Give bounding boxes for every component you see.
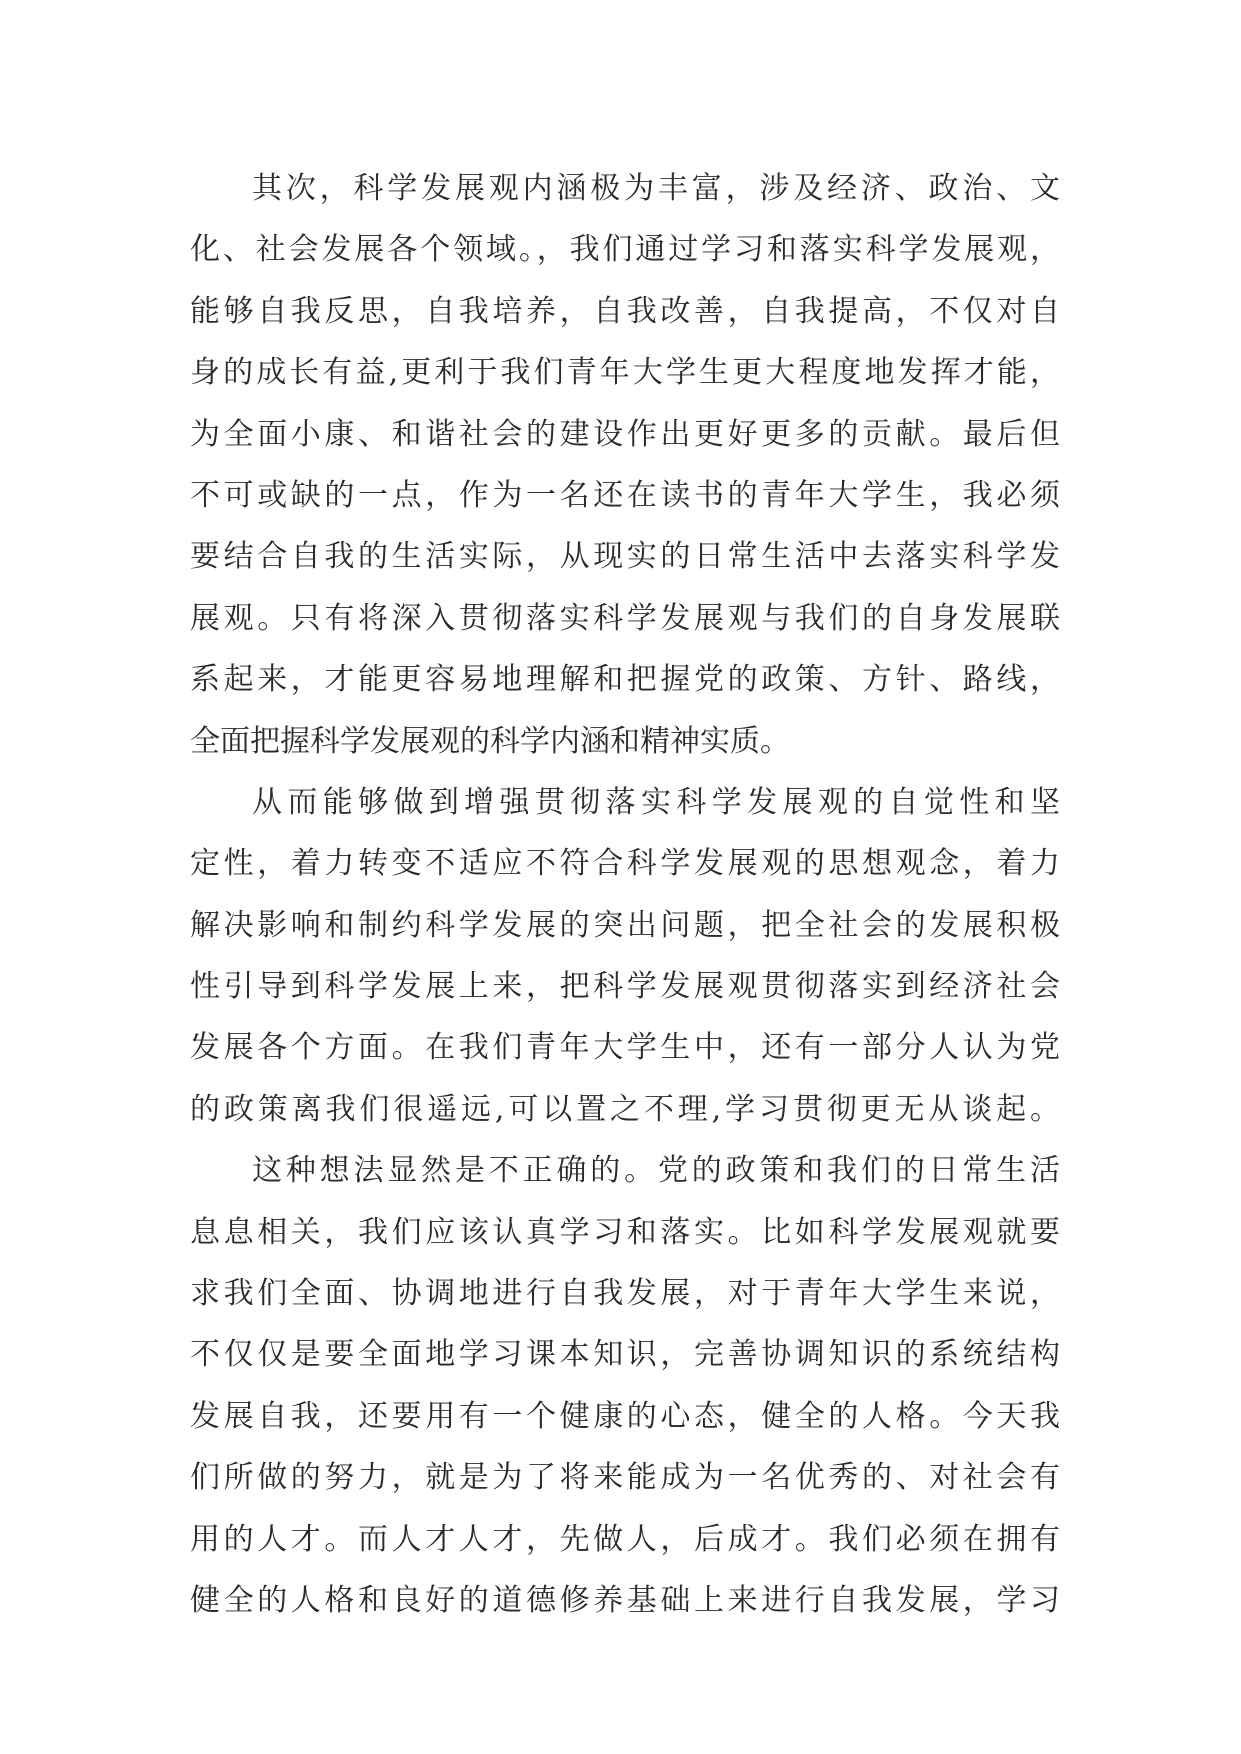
text-line: 息息相关，我们应该认真学习和落实。比如科学发展观就要 (190, 1214, 1060, 1250)
text-line: 不可或缺的一点，作为一名还在读书的青年大学生，我必须 (190, 477, 1060, 513)
text-line: 要结合自我的生活实际，从现实的日常生活中去落实科学发 (190, 539, 1060, 575)
text-line: 为全面小康、和谐社会的建设作出更好更多的贡献。最后但 (190, 416, 1060, 452)
body-text (190, 158, 1060, 1631)
text-line: 发展各个方面。在我们青年大学生中，还有一部分人认为党 (190, 1030, 1060, 1066)
paragraph (190, 772, 1060, 1140)
text-line: 从而能够做到增强贯彻落实科学发展观的自觉性和坚 (252, 784, 1060, 820)
text-line: 其次，科学发展观内涵极为丰富，涉及经济、政治、文 (252, 171, 1060, 206)
text-line: 的政策离我们很遥远,可以置之不理,学习贯彻更无从谈起。 (190, 1091, 1060, 1127)
text-line: 全面把握科学发展观的科学内涵和精神实质。 (190, 723, 790, 759)
text-line: 这种想法显然是不正确的。党的政策和我们的日常生活 (252, 1153, 1060, 1189)
text-line: 化、社会发展各个领域。，我们通过学习和落实科学发展观， (190, 232, 1060, 268)
text-line: 展观。只有将深入贯彻落实科学发展观与我们的自身发展联 (190, 600, 1060, 636)
text-line: 健全的人格和良好的道德修养基础上来进行自我发展，学习 (190, 1582, 1060, 1618)
text-line: 们所做的努力，就是为了将来能成为一名优秀的、对社会有 (190, 1460, 1060, 1496)
text-line: 不仅仅是要全面地学习课本知识，完善协调知识的系统结构 (190, 1337, 1060, 1373)
text-line: 身的成长有益,更利于我们青年大学生更大程度地发挥才能， (190, 355, 1060, 391)
text-line: 解决影响和制约科学发展的突出问题，把全社会的发展积极 (190, 907, 1060, 943)
text-line: 用的人才。而人才人才，先做人，后成才。我们必须在拥有 (190, 1521, 1060, 1557)
text-line: 定性，着力转变不适应不符合科学发展观的思想观念，着力 (190, 846, 1060, 882)
text-line: 能够自我反思，自我培养，自我改善，自我提高，不仅对自 (190, 293, 1060, 329)
paragraph (190, 158, 1060, 772)
text-line: 性引导到科学发展上来，把科学发展观贯彻落实到经济社会 (190, 969, 1060, 1005)
text-line: 系起来，才能更容易地理解和把握党的政策、方针、路线， (190, 662, 1060, 698)
text-line: 发展自我，还要用有一个健康的心态，健全的人格。今天我 (190, 1398, 1060, 1434)
text-line: 求我们全面、协调地进行自我发展，对于青年大学生来说， (190, 1276, 1060, 1312)
paragraph (190, 1140, 1060, 1631)
